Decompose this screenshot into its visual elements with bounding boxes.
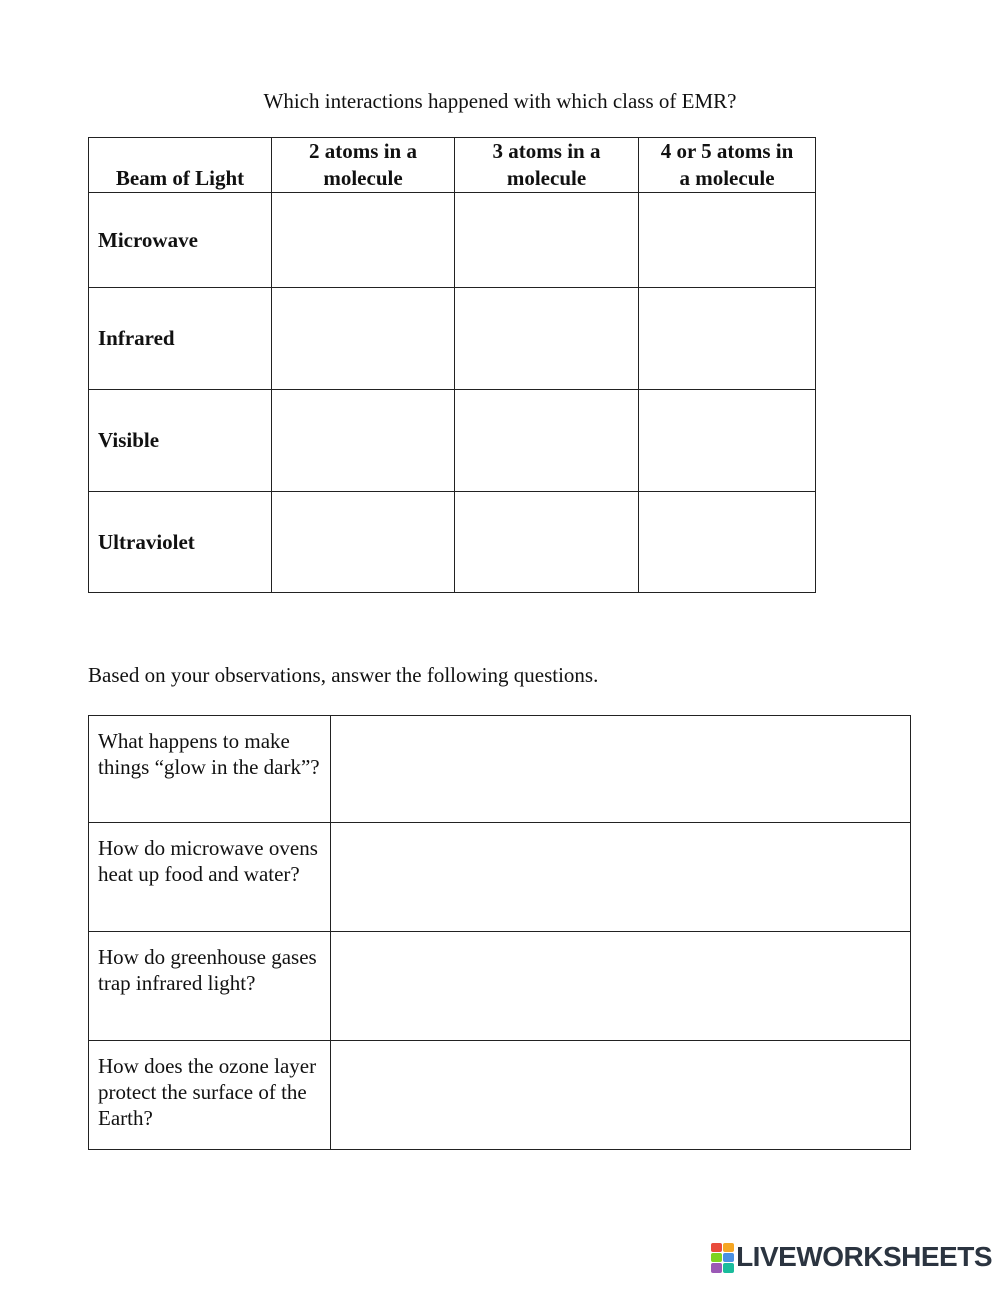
answer-field-greenhouse-gases[interactable] — [331, 932, 911, 1041]
qa-row-glow — [89, 716, 911, 823]
cell-ultraviolet-2-atoms[interactable] — [272, 492, 455, 593]
header-line: Beam of Light — [115, 166, 245, 190]
cell-microwave-3-atoms[interactable] — [455, 193, 639, 288]
cell-visible-2-atoms[interactable] — [272, 390, 455, 492]
question-greenhouse-gases: How do greenhouse gases trap infrared light? — [89, 932, 331, 1041]
header-beam-of-light — [89, 138, 272, 193]
question-microwave-ovens: How do microwave ovens heat up food and water? — [89, 823, 331, 932]
logo-text: LIVEWORKSHEETS — [736, 1241, 992, 1272]
worksheet-title: Which interactions happened with which class of EMR? — [263, 89, 737, 113]
qa-row-ozone — [89, 1041, 911, 1150]
header-2-atoms — [272, 138, 455, 193]
qa-row-greenhouse — [89, 932, 911, 1041]
header-line: a molecule — [679, 166, 775, 190]
qa-row-microwave — [89, 823, 911, 932]
header-line: 3 atoms in a — [492, 139, 601, 163]
cell-infrared-3-atoms[interactable] — [455, 288, 639, 390]
answer-field-microwave-ovens[interactable] — [331, 823, 911, 932]
logo-block — [711, 1263, 722, 1273]
logo-block — [711, 1243, 722, 1252]
logo-block — [723, 1263, 734, 1273]
header-line: molecule — [323, 166, 403, 190]
question-ozone-layer: How does the ozone layer protect the surface of the Earth? — [89, 1041, 331, 1150]
instructions-text: Based on your observations, answer the following questions. — [88, 663, 599, 687]
header-3-atoms — [455, 138, 639, 193]
row-label-microwave: Microwave — [89, 193, 272, 288]
row-label-visible: Visible — [89, 390, 272, 492]
cell-ultraviolet-3-atoms[interactable] — [455, 492, 639, 593]
logo-block — [723, 1253, 734, 1262]
cell-visible-4-5-atoms[interactable] — [639, 390, 816, 492]
table-row-ultraviolet — [89, 492, 816, 593]
cell-infrared-2-atoms[interactable] — [272, 288, 455, 390]
header-line: molecule — [506, 166, 587, 190]
cell-ultraviolet-4-5-atoms[interactable] — [639, 492, 816, 593]
table-row-infrared — [89, 288, 816, 390]
header-line: 4 or 5 atoms in — [660, 139, 794, 163]
answer-field-ozone-layer[interactable] — [331, 1041, 911, 1150]
logo-block — [711, 1253, 722, 1262]
emr-table-header-row — [89, 138, 816, 193]
answer-field-glow-in-dark[interactable] — [331, 716, 911, 823]
liveworksheets-logo-icon — [711, 1243, 733, 1271]
table-row-microwave — [89, 193, 816, 288]
emr-interaction-table — [88, 137, 816, 593]
liveworksheets-logo — [711, 1241, 992, 1273]
header-4-5-atoms — [639, 138, 816, 193]
cell-microwave-2-atoms[interactable] — [272, 193, 455, 288]
row-label-infrared: Infrared — [89, 288, 272, 390]
cell-microwave-4-5-atoms[interactable] — [639, 193, 816, 288]
header-line: 2 atoms in a — [309, 139, 417, 163]
question-answer-table — [88, 715, 911, 1150]
cell-infrared-4-5-atoms[interactable] — [639, 288, 816, 390]
table-row-visible — [89, 390, 816, 492]
question-glow-in-dark: What happens to make things “glow in the dark”? — [89, 716, 331, 823]
cell-visible-3-atoms[interactable] — [455, 390, 639, 492]
logo-block — [723, 1243, 734, 1252]
row-label-ultraviolet: Ultraviolet — [89, 492, 272, 593]
